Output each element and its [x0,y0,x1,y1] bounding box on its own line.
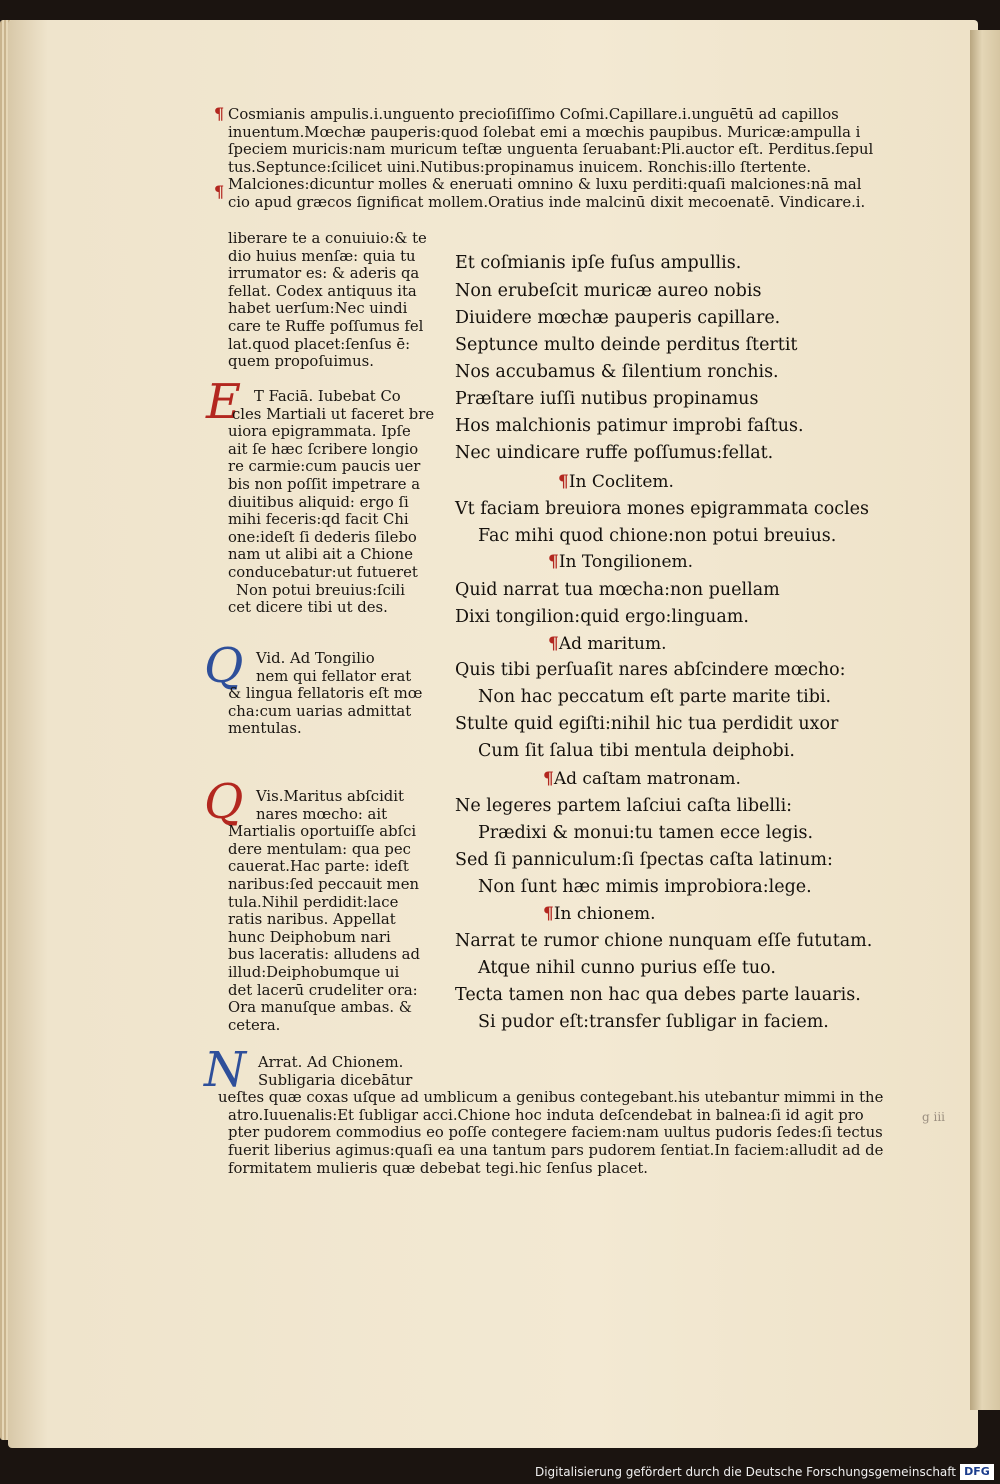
commentary-line: Vis.Maritus abſcidit [256,788,404,805]
poem-line: Tecta tamen non hac qua debes parte lauaris. [455,985,861,1005]
commentary-line: det lacerū crudeliter ora: [228,981,418,999]
commentary-line: Subligaria dicebātur [258,1071,413,1089]
commentary-line: uiora epigrammata. Ipſe [228,423,411,441]
commentary-line: ueſtes quæ coxas uſque ad umblicum a genibus contegebant.his utebantur mimmi in the [218,1089,884,1107]
commentary-line: Martialis oportuiſſe abſci [228,823,417,841]
commentary-line: cauerat.Hac parte: ideſt [228,858,409,876]
poem-line: Dixi tongilion:quid ergo:linguam. [455,607,749,627]
commentary-line: illud:Deiphobumque ui [228,963,400,981]
commentary-line: cio apud græcos ſignificat mollem.Oratius inde malcinū dixit mecoenatē. Vindicare.i. [228,193,866,211]
commentary-line: ratis naribus. Appellat [228,911,396,929]
decorated-initial-n: N [204,1042,246,1098]
commentary-line: Ora manuſque ambas. & [228,999,412,1017]
commentary-line: atro.Iuuenalis:Et ſubligar acci.Chione hoc induta deſcendebat in balnea:ſi id agit pro [228,1106,864,1124]
decorated-initial-e: E [206,374,242,430]
paragraph-mark-icon: ¶ [558,472,569,492]
commentary-line: formitatem mulieris quæ debebat tegi.hic ſenſus placet. [228,1159,648,1177]
decorated-initial-q: Q [204,774,244,830]
commentary-line: tus.Septunce:ſcilicet uini.Nutibus:propinamus inuicem. Ronchis:illo ſtertente. [228,158,812,176]
poem-line: Ne legeres partem laſciui caſta libelli: [455,796,793,816]
commentary-line: fuerit liberius agimus:quaſi ea una tantum pars pudorem ſentiat.In faciem:alludit ad de [228,1141,884,1159]
commentary-line: liberare te a conuiuio:& te [228,230,427,247]
left-commentary-4 [228,788,438,1034]
poem-line: Nos accubamus & ſilentium ronchis. [455,362,779,382]
poem-heading-text: Ad caſtam matronam. [553,769,741,789]
commentary-line: quem propoſuimus. [228,353,374,371]
poem-heading-text: In Tongilionem. [558,552,694,572]
commentary-line: T Faciā. Iubebat Co [254,388,401,405]
paragraph-mark-icon: ¶ [214,104,225,123]
commentary-line: nares mœcho: ait [256,805,388,823]
commentary-line: nem qui fellator erat [256,667,412,685]
paragraph-mark-icon: ¶ [543,904,554,924]
poem-heading [558,472,674,492]
poem-line: Atque nihil cunno purius eſſe tuo. [478,958,776,978]
poem-line: Prædixi & monui:tu tamen ecce legis. [478,823,814,843]
commentary-line: dio huius menſæ: quia tu [228,247,416,265]
commentary-line: ait ſe hæc ſcribere longio [228,440,419,458]
poem-line: Præſtare iuſſi nutibus propinamus [455,389,759,409]
commentary-line: Vid. Ad Tongilio [256,650,375,667]
commentary-line: diuitibus aliquid: ergo ſi [228,493,409,511]
poem-line: Quid narrat tua mœcha:non puellam [455,580,780,600]
poem-heading-text: Ad maritum. [558,634,667,654]
commentary-line: Cosmianis ampulis.i.unguento precioſiſſimo Coſmi.Capillare.i.unguētū ad capillos [228,106,839,123]
poem-heading [543,769,741,789]
book-page [8,20,978,1448]
poem-line: Si pudor eſt:transfer ſubligar in faciem. [478,1012,829,1032]
poem-line: Sed ſi panniculum:ſi ſpectas caſta latinum: [455,850,833,870]
commentary-line: Arrat. Ad Chionem. [258,1054,404,1071]
commentary-line: Malciones:dicuntur molles & eneruati omnino & luxu perditi:quaſi malciones:nā mal [228,176,862,194]
commentary-line: one:ideſt ſi dederis ſilebo [228,528,417,546]
poem-line: Quis tibi perſuaſit nares abſcindere mœcho: [455,660,846,680]
decorated-initial-q: Q [204,638,244,694]
commentary-line: fellat. Codex antiquus ita [228,282,417,300]
poem-line: Non ſunt hæc mimis improbiora:lege. [478,877,812,897]
poem-heading [548,552,693,572]
commentary-line: mentulas. [228,720,302,738]
commentary-line: Non potui breuius:ſcili [236,581,406,599]
book-edge-right [970,30,1000,1410]
left-commentary-2 [228,388,438,617]
commentary-line: bus laceratis: alludens ad [228,946,420,964]
poem-line: Non erubeſcit muricæ aureo nobis [455,281,762,301]
poem-line: Narrat te rumor chione nunquam eſſe fututam. [455,931,873,951]
footer-credit: Digitalisierung gefördert durch die Deutsche Forschungsgemeinschaft [534,1465,956,1479]
commentary-line: lat.quod placet:ſenſus ē: [228,335,411,353]
commentary-line: cles Martiali ut faceret bre [232,405,435,423]
paragraph-mark-icon: ¶ [548,552,559,572]
top-commentary [228,106,918,212]
paragraph-mark-icon: ¶ [548,634,559,654]
left-commentary-3 [228,650,438,738]
commentary-line: bis non poſſit impetrare a [228,475,421,493]
poem-line: Fac mihi quod chione:non potui breuius. [478,526,837,546]
commentary-line: tula.Nihil perdidit:lace [228,893,399,911]
bottom-commentary [218,1054,918,1177]
commentary-line: nam ut alibi ait a Chione [228,546,413,564]
poem-line: Vt faciam breuiora mones epigrammata cocles [455,499,870,519]
commentary-line: dere mentulam: qua pec [228,840,411,858]
poem-heading [543,904,656,924]
commentary-line: cha:cum uarias admittat [228,702,412,720]
poem-line: Cum ſit ſalua tibi mentula deiphobi. [478,741,795,761]
commentary-line: hunc Deiphobum nari [228,928,391,946]
poem-line: Non hac peccatum eſt parte marite tibi. [478,687,832,707]
poem-line: Stulte quid egiſti:nihil hic tua perdidit uxor [455,714,839,734]
commentary-line: habet uerſum:Nec uindi [228,300,408,318]
dfg-logo: DFG [960,1464,994,1480]
commentary-line: irrumator es: & aderis qa [228,265,420,283]
commentary-line: pter pudorem commodius eo poſſe contegere faciem:nam uultus pudoris ſedes:ſi tectus [228,1124,883,1142]
signature-mark: g iii [922,1110,946,1124]
poem-line: Septunce multo deinde perditus ſtertit [455,335,798,355]
poem-heading-text: In chionem. [553,904,656,924]
poem-line: Hos malchionis patimur improbi faſtus. [455,416,804,436]
commentary-line: naribus:ſed peccauit men [228,875,420,893]
poem-line: Et coſmianis ipſe fuſus ampullis. [455,253,742,273]
commentary-line: mihi feceris:qd facit Chi [228,511,409,529]
commentary-line: & lingua fellatoris eſt mœ [228,685,423,703]
commentary-line: care te Ruffe poſſumus fel [228,317,424,335]
left-commentary-1 [228,230,438,371]
commentary-line: conducebatur:ut futueret [228,563,418,581]
commentary-line: re carmie:cum paucis uer [228,458,421,476]
paragraph-mark-icon: ¶ [214,182,225,201]
paragraph-mark-icon: ¶ [543,769,554,789]
poem-heading [548,634,667,654]
poem-line: Diuidere mœchæ pauperis capillare. [455,308,781,328]
poem-heading-text: In Coclitem. [568,472,674,492]
poem-line: Nec uindicare ruffe poſſumus:fellat. [455,443,774,463]
commentary-line: inuentum.Mœchæ pauperis:quod ſolebat emi a mœchis paupibus. Muricæ:ampulla i [228,123,861,141]
commentary-line: cetera. [228,1016,281,1034]
commentary-line: ſpeciem muricis:nam muricum teſtæ unguenta ſeruabant:Pli.auctor eſt. Perditus.ſepul [228,141,874,159]
commentary-line: cet dicere tibi ut des. [228,599,388,617]
